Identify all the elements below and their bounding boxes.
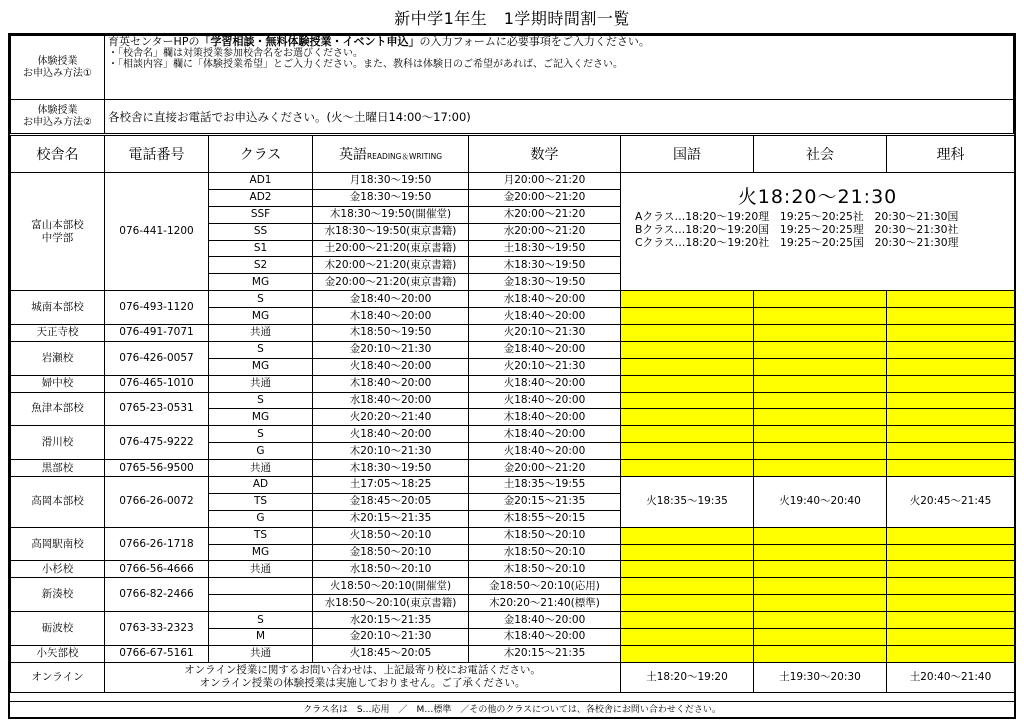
social-empty-cell bbox=[754, 358, 887, 375]
math-time: 金20:15～21:35 bbox=[469, 493, 621, 510]
class-schedule-line: Cクラス…18:20～19:20社 19:25～20:25国 20:30～21:30理 bbox=[635, 236, 959, 249]
class-name: AD bbox=[209, 477, 313, 494]
school-name: 魚津本部校 bbox=[11, 392, 105, 426]
table-row bbox=[11, 578, 1015, 595]
science-empty-cell bbox=[887, 544, 1015, 561]
header-class: クラス bbox=[209, 136, 313, 173]
math-time: 木18:40～20:00 bbox=[469, 409, 621, 426]
english-time: 水18:50～20:10(東京書籍) bbox=[313, 595, 469, 612]
application-form-name: 「学習相談・無料体験授業・イベント申込」 bbox=[199, 35, 420, 48]
class-name: AD1 bbox=[209, 173, 313, 190]
english-time: 火18:45～20:05 bbox=[313, 645, 469, 662]
japanese-empty-cell bbox=[621, 595, 754, 612]
table-row bbox=[11, 375, 1015, 392]
takaoka-social-time: 火19:40～20:40 bbox=[754, 477, 887, 528]
science-empty-cell bbox=[887, 392, 1015, 409]
school-phone: 0766-26-1718 bbox=[105, 527, 209, 561]
math-time: 火18:40～20:00 bbox=[469, 443, 621, 460]
table-row bbox=[11, 460, 1015, 477]
table-row bbox=[11, 527, 1015, 544]
english-time: 水18:40～20:00 bbox=[313, 392, 469, 409]
english-time: 火18:50～20:10(開催堂) bbox=[313, 578, 469, 595]
header-school: 校舎名 bbox=[11, 136, 105, 173]
math-time: 土18:30～19:50 bbox=[469, 240, 621, 257]
science-empty-cell bbox=[887, 578, 1015, 595]
japanese-empty-cell bbox=[621, 612, 754, 629]
math-time: 木18:50～20:10 bbox=[469, 527, 621, 544]
class-name: TS bbox=[209, 527, 313, 544]
online-row bbox=[11, 662, 1015, 692]
english-time: 木18:40～20:00 bbox=[313, 308, 469, 325]
math-time: 木18:55～20:15 bbox=[469, 510, 621, 527]
school-phone: 0766-56-4666 bbox=[105, 561, 209, 578]
english-time: 金18:45～20:05 bbox=[313, 493, 469, 510]
class-name: 共通 bbox=[209, 325, 313, 342]
english-time: 木20:15～21:35 bbox=[313, 510, 469, 527]
class-name bbox=[209, 595, 313, 612]
science-empty-cell bbox=[887, 527, 1015, 544]
math-time: 水20:00～21:20 bbox=[469, 223, 621, 240]
header-english: 英語READING＆WRITING bbox=[313, 136, 469, 173]
english-time: 金20:10～21:30 bbox=[313, 341, 469, 358]
japanese-empty-cell bbox=[621, 409, 754, 426]
class-name: 共通 bbox=[209, 375, 313, 392]
class-name: S bbox=[209, 612, 313, 629]
class-name: SS bbox=[209, 223, 313, 240]
class-name: G bbox=[209, 443, 313, 460]
japanese-empty-cell bbox=[621, 358, 754, 375]
header-science: 理科 bbox=[887, 136, 1015, 173]
header-phone: 電話番号 bbox=[105, 136, 209, 173]
table-row bbox=[11, 392, 1015, 409]
math-time: 木18:40～20:00 bbox=[469, 629, 621, 646]
class-name: S bbox=[209, 291, 313, 308]
japanese-empty-cell bbox=[621, 341, 754, 358]
table-row bbox=[11, 426, 1015, 443]
class-name: SSF bbox=[209, 206, 313, 223]
apply-method-1-label: 体験授業 お申込み方法① bbox=[11, 36, 105, 100]
english-time: 土20:00～21:20(東京書籍) bbox=[313, 240, 469, 257]
japanese-empty-cell bbox=[621, 629, 754, 646]
english-time: 火20:20～21:40 bbox=[313, 409, 469, 426]
english-time: 木18:40～20:00 bbox=[313, 375, 469, 392]
japanese-empty-cell bbox=[621, 392, 754, 409]
math-time: 月20:00～21:20 bbox=[469, 173, 621, 190]
school-name: 天正寺校 bbox=[11, 325, 105, 342]
japanese-empty-cell bbox=[621, 375, 754, 392]
science-empty-cell bbox=[887, 561, 1015, 578]
science-empty-cell bbox=[887, 612, 1015, 629]
social-empty-cell bbox=[754, 375, 887, 392]
english-time: 月18:30～19:50 bbox=[313, 173, 469, 190]
toyama-block-time: 火18:20～21:30 bbox=[737, 186, 898, 208]
table-row bbox=[11, 173, 1015, 190]
school-phone: 0765-56-9500 bbox=[105, 460, 209, 477]
japanese-empty-cell bbox=[621, 291, 754, 308]
class-name: S2 bbox=[209, 257, 313, 274]
table-row bbox=[11, 645, 1015, 662]
class-name: 共通 bbox=[209, 645, 313, 662]
school-name: 岩瀬校 bbox=[11, 341, 105, 375]
science-empty-cell bbox=[887, 629, 1015, 646]
header-math: 数学 bbox=[469, 136, 621, 173]
english-time: 木18:30～19:50 bbox=[313, 460, 469, 477]
english-time: 水18:30～19:50(東京書籍) bbox=[313, 223, 469, 240]
english-time: 金20:00～21:20(東京書籍) bbox=[313, 274, 469, 291]
science-empty-cell bbox=[887, 325, 1015, 342]
math-time: 水18:40～20:00 bbox=[469, 291, 621, 308]
online-science-time: 土20:40～21:40 bbox=[887, 662, 1015, 692]
math-time: 木20:15～21:35 bbox=[469, 645, 621, 662]
class-name: MG bbox=[209, 308, 313, 325]
school-phone: 076-475-9222 bbox=[105, 426, 209, 460]
japanese-empty-cell bbox=[621, 426, 754, 443]
english-time: 木20:10～21:30 bbox=[313, 443, 469, 460]
japanese-empty-cell bbox=[621, 645, 754, 662]
science-empty-cell bbox=[887, 426, 1015, 443]
school-name: 滑川校 bbox=[11, 426, 105, 460]
social-empty-cell bbox=[754, 578, 887, 595]
science-empty-cell bbox=[887, 409, 1015, 426]
social-empty-cell bbox=[754, 308, 887, 325]
math-time: 金18:30～19:50 bbox=[469, 274, 621, 291]
english-time: 金18:50～20:10 bbox=[313, 544, 469, 561]
english-time: 火18:40～20:00 bbox=[313, 358, 469, 375]
japanese-empty-cell bbox=[621, 325, 754, 342]
class-name: TS bbox=[209, 493, 313, 510]
social-empty-cell bbox=[754, 325, 887, 342]
english-time: 木18:30～19:50(開催堂) bbox=[313, 206, 469, 223]
table-row bbox=[11, 561, 1015, 578]
class-schedule-line: Bクラス…18:20～19:20国 19:25～20:25理 20:30～21:30社 bbox=[635, 223, 959, 236]
table-row bbox=[11, 341, 1015, 358]
apply-method-2-text: 各校舎に直接お電話でお申込みください。(火～土曜日14:00～17:00) bbox=[105, 100, 1014, 134]
social-empty-cell bbox=[754, 629, 887, 646]
school-phone: 0765-23-0531 bbox=[105, 392, 209, 426]
online-social-time: 土19:30～20:30 bbox=[754, 662, 887, 692]
takaoka-japanese-time: 火18:35～19:35 bbox=[621, 477, 754, 528]
class-name: MG bbox=[209, 274, 313, 291]
class-name: MG bbox=[209, 358, 313, 375]
school-name: 小杉校 bbox=[11, 561, 105, 578]
math-time: 火18:40～20:00 bbox=[469, 392, 621, 409]
table-row bbox=[11, 477, 1015, 494]
class-name: S bbox=[209, 426, 313, 443]
math-time: 火18:40～20:00 bbox=[469, 308, 621, 325]
school-phone: 076-491-7071 bbox=[105, 325, 209, 342]
school-name: 富山本部校 中学部 bbox=[11, 173, 105, 291]
header-social: 社会 bbox=[754, 136, 887, 173]
japanese-empty-cell bbox=[621, 443, 754, 460]
online-japanese-time: 土18:20～19:20 bbox=[621, 662, 754, 692]
social-empty-cell bbox=[754, 527, 887, 544]
english-time: 火18:40～20:00 bbox=[313, 426, 469, 443]
math-time: 金20:00～21:20 bbox=[469, 189, 621, 206]
science-empty-cell bbox=[887, 443, 1015, 460]
math-time: 水18:50～20:10 bbox=[469, 544, 621, 561]
footer-note: クラス名は S…応用 ／ M…標準 ／その他のクラスについては、各校舎にお問い合わせください。 bbox=[10, 701, 1014, 718]
science-empty-cell bbox=[887, 358, 1015, 375]
math-time: 金20:00～21:20 bbox=[469, 460, 621, 477]
application-info-table bbox=[10, 35, 1014, 134]
online-name: オンライン bbox=[11, 662, 105, 692]
math-time: 木20:00～21:20 bbox=[469, 206, 621, 223]
social-empty-cell bbox=[754, 544, 887, 561]
class-schedule-line: Aクラス…18:20～19:20理 19:25～20:25社 20:30～21:30国 bbox=[635, 210, 959, 223]
social-empty-cell bbox=[754, 409, 887, 426]
math-time: 金18:50～20:10(応用) bbox=[469, 578, 621, 595]
class-name: 共通 bbox=[209, 460, 313, 477]
school-name: 小矢部校 bbox=[11, 645, 105, 662]
table-row bbox=[11, 325, 1015, 342]
class-name: S bbox=[209, 392, 313, 409]
social-empty-cell bbox=[754, 595, 887, 612]
school-phone: 0766-67-5161 bbox=[105, 645, 209, 662]
school-name: 婦中校 bbox=[11, 375, 105, 392]
class-name: S bbox=[209, 341, 313, 358]
math-time: 火18:40～20:00 bbox=[469, 375, 621, 392]
math-time: 木18:30～19:50 bbox=[469, 257, 621, 274]
science-empty-cell bbox=[887, 291, 1015, 308]
school-phone: 076-493-1120 bbox=[105, 291, 209, 325]
japanese-empty-cell bbox=[621, 460, 754, 477]
science-empty-cell bbox=[887, 375, 1015, 392]
english-time: 金20:10～21:30 bbox=[313, 629, 469, 646]
school-name: 黒部校 bbox=[11, 460, 105, 477]
math-time: 木18:50～20:10 bbox=[469, 561, 621, 578]
school-phone: 076-441-1200 bbox=[105, 173, 209, 291]
apply-method-2-label: 体験授業 お申込み方法② bbox=[11, 100, 105, 134]
social-empty-cell bbox=[754, 291, 887, 308]
math-time: 木18:40～20:00 bbox=[469, 426, 621, 443]
class-name: MG bbox=[209, 544, 313, 561]
apply-note-1: ・「校舎名」欄は対策授業参加校舎名をお選びください。 bbox=[108, 48, 363, 59]
social-empty-cell bbox=[754, 645, 887, 662]
english-time: 金18:40～20:00 bbox=[313, 291, 469, 308]
science-empty-cell bbox=[887, 645, 1015, 662]
science-empty-cell bbox=[887, 460, 1015, 477]
math-time: 金18:40～20:00 bbox=[469, 612, 621, 629]
social-empty-cell bbox=[754, 341, 887, 358]
japanese-empty-cell bbox=[621, 544, 754, 561]
math-time: 火20:10～21:30 bbox=[469, 358, 621, 375]
english-time: 水18:50～20:10 bbox=[313, 561, 469, 578]
social-empty-cell bbox=[754, 561, 887, 578]
social-empty-cell bbox=[754, 460, 887, 477]
english-time: 金18:30～19:50 bbox=[313, 189, 469, 206]
timetable bbox=[10, 135, 1015, 693]
class-name: G bbox=[209, 510, 313, 527]
school-phone: 076-426-0057 bbox=[105, 341, 209, 375]
japanese-empty-cell bbox=[621, 561, 754, 578]
math-time: 金18:40～20:00 bbox=[469, 341, 621, 358]
social-empty-cell bbox=[754, 612, 887, 629]
japanese-empty-cell bbox=[621, 308, 754, 325]
japanese-empty-cell bbox=[621, 578, 754, 595]
apply-method-1-text: 育英センターHPの「学習相談・無料体験授業・イベント申込」の入力フォームに必要事項をご入力ください。 ・「校舎名」欄は対策授業参加校舎名をお選びください。 ・「相談内容」欄に「体験授業希望」とご入力ください。また、教科は体験日のご希望があれば、ご記入ください。 bbox=[105, 36, 1014, 100]
school-name: 新湊校 bbox=[11, 578, 105, 612]
toyama-three-subject-block bbox=[621, 173, 1015, 291]
japanese-empty-cell bbox=[621, 527, 754, 544]
class-name: M bbox=[209, 629, 313, 646]
class-name: S1 bbox=[209, 240, 313, 257]
math-time: 木20:20～21:40(標準) bbox=[469, 595, 621, 612]
table-row bbox=[11, 612, 1015, 629]
english-time: 土17:05～18:25 bbox=[313, 477, 469, 494]
class-name: AD2 bbox=[209, 189, 313, 206]
school-phone: 0766-26-0072 bbox=[105, 477, 209, 528]
science-empty-cell bbox=[887, 308, 1015, 325]
science-empty-cell bbox=[887, 595, 1015, 612]
english-time: 木20:00～21:20(東京書籍) bbox=[313, 257, 469, 274]
apply-note-2: ・「相談内容」欄に「体験授業希望」とご入力ください。また、教科は体験日のご希望があれば、ご記入ください。 bbox=[108, 59, 623, 70]
online-note: オンライン授業に関するお問い合わせは、上記最寄り校にお電話ください。 オンライン授業の体験授業は実施しておりません。ご了承ください。 bbox=[105, 662, 621, 692]
class-name: 共通 bbox=[209, 561, 313, 578]
page-title: 新中学1年生 1学期時間割一覧 bbox=[394, 9, 630, 28]
math-time: 火20:10～21:30 bbox=[469, 325, 621, 342]
social-empty-cell bbox=[754, 443, 887, 460]
english-time: 木18:50～19:50 bbox=[313, 325, 469, 342]
science-empty-cell bbox=[887, 341, 1015, 358]
social-empty-cell bbox=[754, 426, 887, 443]
takaoka-science-time: 火20:45～21:45 bbox=[887, 477, 1015, 528]
english-time: 水20:15～21:35 bbox=[313, 612, 469, 629]
school-name: 砺波校 bbox=[11, 612, 105, 646]
english-time: 火18:50～20:10 bbox=[313, 527, 469, 544]
school-name: 城南本部校 bbox=[11, 291, 105, 325]
header-japanese: 国語 bbox=[621, 136, 754, 173]
class-name: MG bbox=[209, 409, 313, 426]
school-phone: 0766-82-2466 bbox=[105, 578, 209, 612]
school-phone: 076-465-1010 bbox=[105, 375, 209, 392]
class-name bbox=[209, 578, 313, 595]
social-empty-cell bbox=[754, 392, 887, 409]
school-name: 高岡駅南校 bbox=[11, 527, 105, 561]
school-phone: 0763-33-2323 bbox=[105, 612, 209, 646]
table-row bbox=[11, 291, 1015, 308]
school-name: 高岡本部校 bbox=[11, 477, 105, 528]
math-time: 土18:35～19:55 bbox=[469, 477, 621, 494]
